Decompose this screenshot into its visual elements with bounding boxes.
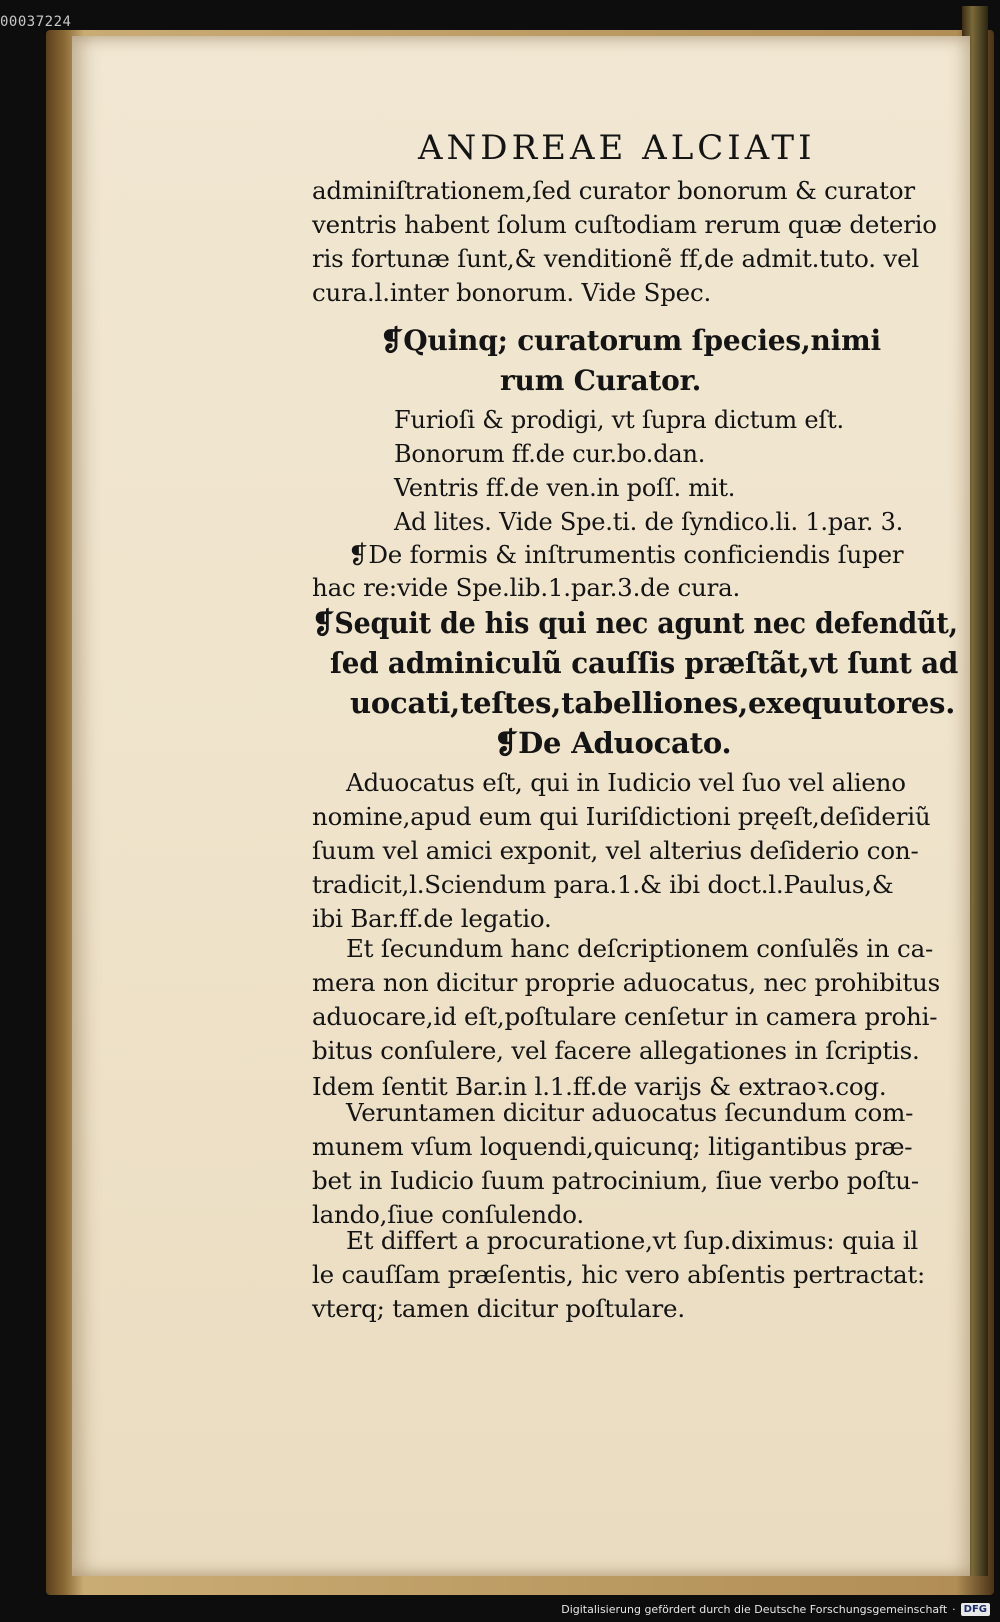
- section-heading: ❡Sequit de his qui nec agunt nec defendũt,: [312, 606, 958, 640]
- text-line: aduocare,id eſt,poſtulare cenſetur in camera prohi-: [312, 1002, 938, 1031]
- text-line: Et ſecundum hanc deſcriptionem conſulẽs in ca-: [346, 934, 934, 963]
- text-line: adminiſtrationem,ſed curator bonorum & curator: [312, 176, 915, 205]
- section-heading: ſed adminiculũ cauſſis præſtãt,vt ſunt ad: [330, 646, 959, 680]
- text-line: hac re:vide Spe.lib.1.par.3.de cura.: [312, 573, 741, 602]
- list-item: Ad lites. Vide Spe.ti. de ſyndico.li. 1.par. 3.: [394, 508, 904, 536]
- text-line: lando,ſiue conſulendo.: [312, 1200, 585, 1229]
- list-item: Ventris ff.de ven.in poſſ. mit.: [394, 474, 736, 502]
- text-line: Et differt a procuratione,vt ſup.diximus: quia il: [346, 1226, 919, 1255]
- dfg-logo: DFG: [961, 1603, 990, 1616]
- text-line: nomine,apud eum qui Iuriſdictioni pręeſt,deſideriũ: [312, 802, 931, 831]
- text-line: Aduocatus eſt, qui in Iudicio vel ſuo vel alieno: [346, 768, 906, 797]
- text-line: bitus conſulere, vel facere allegationes in ſcriptis.: [312, 1036, 920, 1065]
- text-line: le cauſſam præſentis, hic vero abſentis pertractat:: [312, 1260, 926, 1289]
- text-line: cura.l.inter bonorum. Vide Spec.: [312, 278, 712, 307]
- text-line: Idem ſentit Bar.in l.1.ff.de varijs & extraoꝛ.cog.: [312, 1072, 887, 1101]
- section-heading: ❡Quinq; curatorum ſpecies,nimi: [380, 324, 881, 357]
- text-line: munem vſum loquendi,quicunq; litigantibus præ-: [312, 1132, 913, 1161]
- section-heading: uocati,teſtes,tabelliones,exequutores.: [350, 686, 956, 720]
- scan-id-label: 00037224: [0, 14, 72, 30]
- list-item: Furioſi & prodigi, vt ſupra dictum eſt.: [394, 406, 844, 434]
- text-line: tradicit,l.Sciendum para.1.& ibi doct.l.Paulus,&: [312, 870, 894, 899]
- running-header: ANDREAE ALCIATI: [418, 128, 816, 168]
- list-item: Bonorum ff.de cur.bo.dan.: [394, 440, 706, 468]
- text-line: ❡De formis & inſtrumentis conficiendis ſuper: [348, 540, 904, 569]
- credit-text: Digitalisierung gefördert durch die Deutsche Forschungsgemeinschaft: [561, 1603, 948, 1616]
- text-line: ris fortunæ ſunt,& venditionẽ ff,de admit.tuto. vel: [312, 244, 920, 273]
- text-line: ibi Bar.ff.de legatio.: [312, 904, 552, 933]
- text-line: bet in Iudicio ſuum patrocinium, ſiue verbo poſtu-: [312, 1166, 919, 1195]
- section-heading: rum Curator.: [500, 364, 702, 397]
- text-line: ventris habent ſolum cuſtodiam rerum quæ deterio: [312, 210, 937, 239]
- text-line: Veruntamen dicitur aduocatus ſecundum com-: [346, 1098, 914, 1127]
- section-heading: ❡De Aduocato.: [494, 726, 732, 760]
- digitization-credit: Digitalisierung gefördert durch die Deutsche Forschungsgemeinschaft · DFG: [561, 1603, 990, 1616]
- text-line: vterq; tamen dicitur poſtulare.: [312, 1294, 685, 1323]
- text-line: ſuum vel amici exponit, vel alterius deſiderio con-: [312, 836, 919, 865]
- text-line: mera non dicitur proprie aduocatus, nec prohibitus: [312, 968, 940, 997]
